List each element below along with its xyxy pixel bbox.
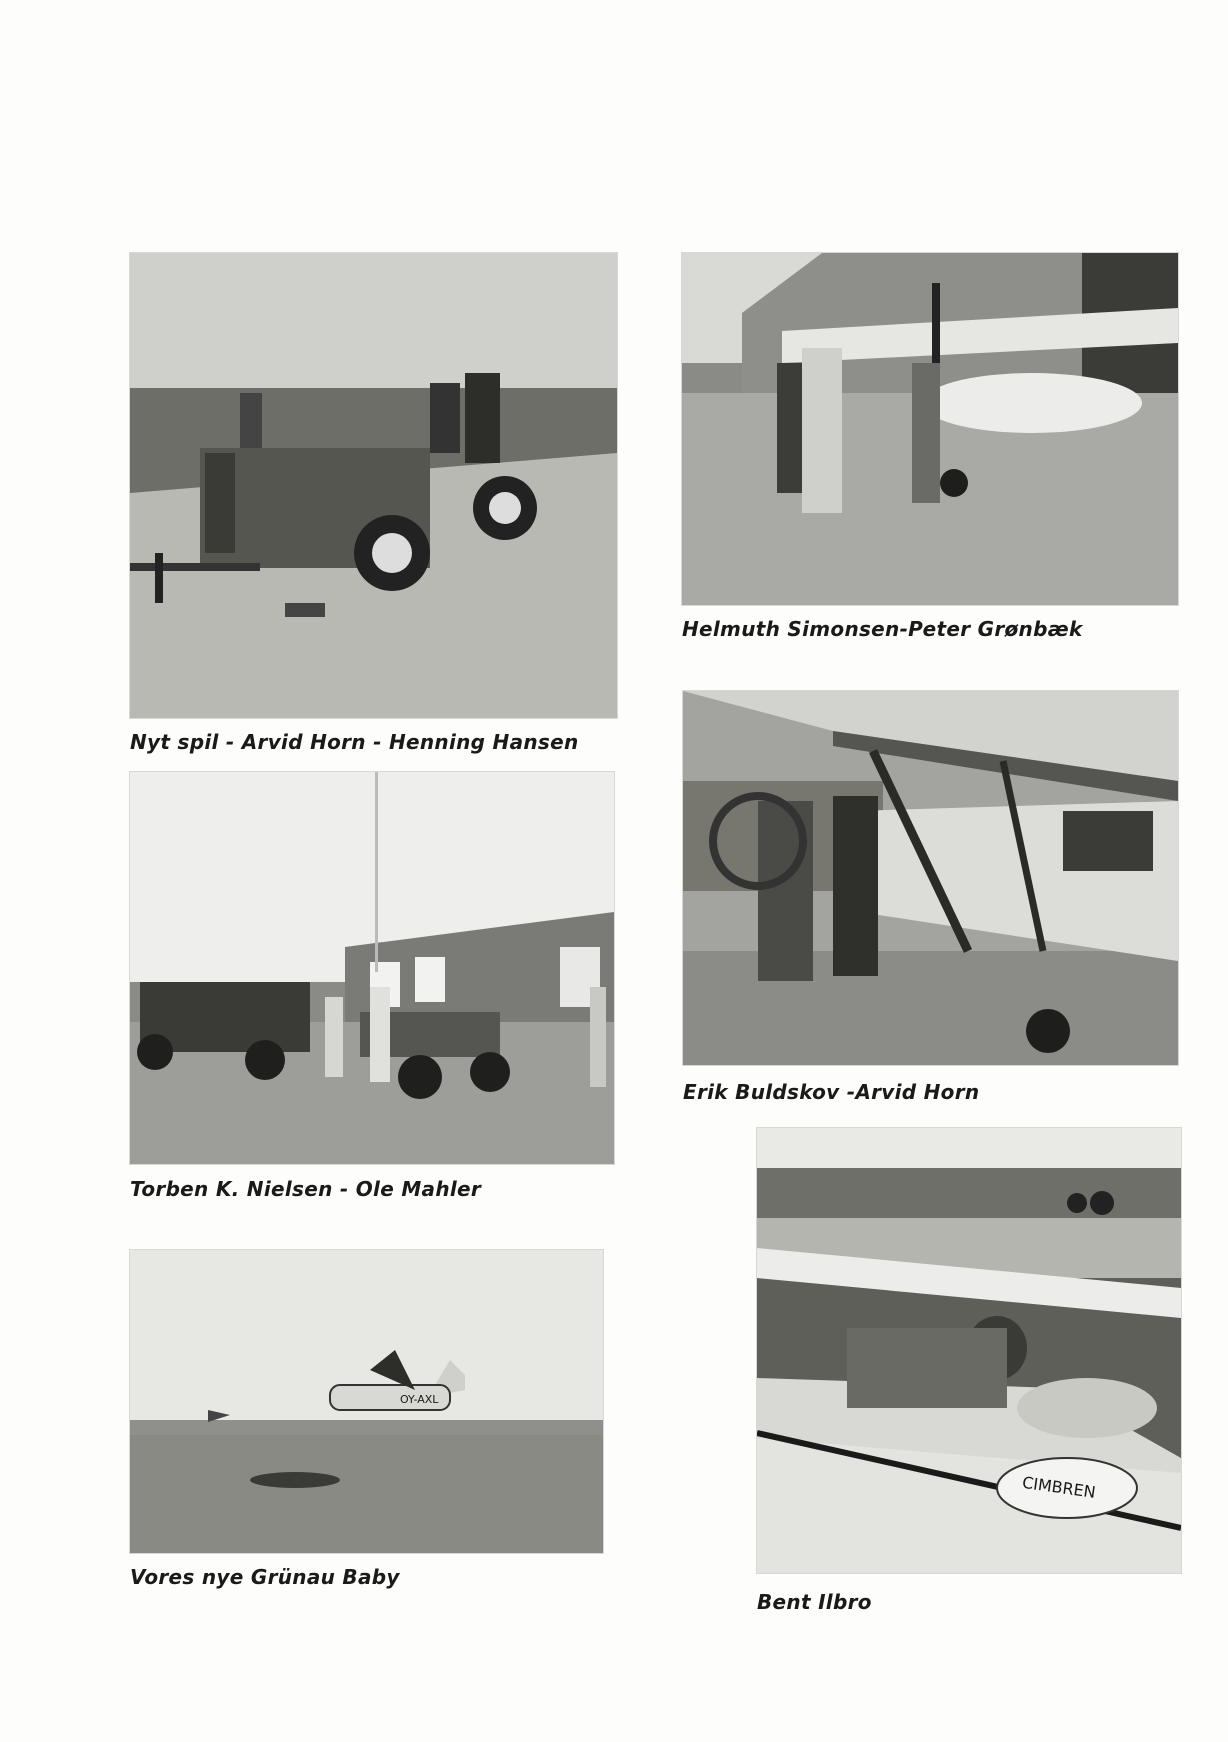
photo-aircraft-hangar	[682, 253, 1178, 605]
photo-winch-trailer	[130, 253, 617, 718]
caption-aircraft-closeup: Erik Buldskov -Arvid Horn	[683, 1080, 980, 1104]
photo-car-tractor	[130, 772, 614, 1164]
glider-name-text: CIMBREN	[1021, 1472, 1097, 1502]
photo-glider-cockpit	[757, 1128, 1181, 1573]
caption-glider-flight: Vores nye Grünau Baby	[130, 1565, 400, 1589]
caption-glider-cockpit: Bent Ilbro	[757, 1590, 872, 1614]
caption-car-tractor: Torben K. Nielsen - Ole Mahler	[130, 1177, 482, 1201]
glider-registration-text: OY-AXL	[400, 1393, 439, 1406]
caption-winch-trailer: Nyt spil - Arvid Horn - Henning Hansen	[130, 730, 579, 754]
photo-glider-flight	[130, 1250, 603, 1553]
caption-aircraft-hangar: Helmuth Simonsen-Peter Grønbæk	[682, 617, 1083, 641]
photo-aircraft-closeup	[683, 691, 1178, 1065]
